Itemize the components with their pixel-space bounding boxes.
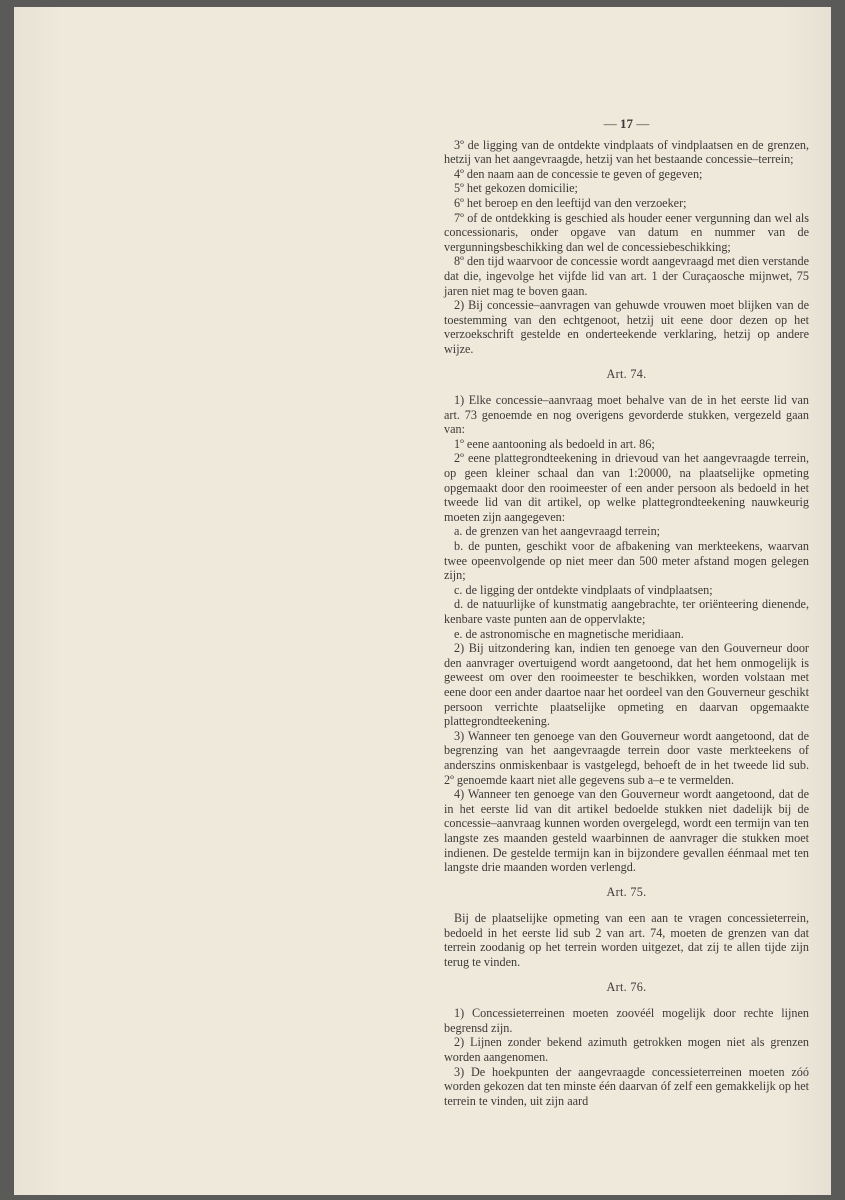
paragraph: 2) Bij uitzondering kan, indien ten genoege van den Gouverneur door den aanvrager overtuigend wordt aangetoond, dat het hem onmogelijk is geweest om over den rooimeester te beschikken, worden volstaan met eene door een ander daartoe naar het oordeel van den Gouverneur geschikt persoon verrichte plaatselijke opmeting en daarvan opgemaakte plattegrondteekening.: [444, 641, 809, 729]
paragraph: 2) Bij concessie–aanvragen van gehuwde vrouwen moet blijken van de toestemming van den echtgenoot, hetzij uit eene door dezen op het verzoekschrift gestelde en onderteekende verklaring, hetzij op andere wijze.: [444, 298, 809, 356]
paragraph: a. de grenzen van het aangevraagd terrein;: [454, 524, 661, 539]
article-heading-75: Art. 75.: [606, 884, 647, 899]
paragraph: 1º eene aantooning als bedoeld in art. 86;: [454, 436, 655, 451]
paragraph: Bij de plaatselijke opmeting van een aan te vragen concessieterrein, bedoeld in het eerste lid sub 2 van art. 74, moeten de grenzen van dat terrein zoodanig op het terrein worden uitgezet, dat zij te allen tijde zijn terug te vinden.: [444, 911, 809, 970]
paragraph: 3) De hoekpunten der aangevraagde concessieterreinen moeten zóó worden gekozen dat ten minste één daarvan óf zelf een gemakkelijk op het terrein te vinden, uit zijn aard: [444, 1064, 809, 1108]
paragraph: 3º de ligging van de ontdekte vindplaats of vindplaatsen en de grenzen, hetzij van het aangevraagde, hetzij van het bestaande concessie–terrein;: [444, 137, 809, 167]
paragraph: 4º den naam aan de concessie te geven of gegeven;: [454, 166, 703, 181]
paragraph: 8º den tijd waarvoor de concessie wordt aangevraagd met dien verstande dat die, ingevolge het vijfde lid van art. 1 der Curaçaosche mijnwet, 75 jaren niet mag te boven gaan.: [444, 254, 809, 298]
paragraph: 1) Concessieterreinen moeten zoovéél mogelijk door rechte lijnen begrensd zijn.: [444, 1006, 809, 1035]
paragraph: 6º het beroep en den leeftijd van den verzoeker;: [454, 195, 687, 210]
article-76-body: [444, 1006, 809, 1108]
paragraph: b. de punten, geschikt voor de afbakening van merkteekens, waarvan twee opeenvolgende op niet meer dan 500 meter afstand mogen gelegen zijn;: [444, 539, 809, 583]
paragraph: 1) Elke concessie–aanvraag moet behalve van de in het eerste lid van art. 73 genoemde en nog overigens gevorderde stukken, vergezeld gaan van:: [444, 393, 809, 437]
paragraph: d. de natuurlijke of kunstmatig aangebrachte, ter oriënteering dienende, kenbare vaste punten aan de oppervlakte;: [444, 597, 809, 626]
paragraph: 2º eene plattegrondteekening in drievoud van het aangevraagde terrein, op geen kleiner schaal dan van 1:20000, na plaatselijke opmeting opgemaakt door den rooimeester of een ander persoon als bedoeld in het tweede lid van dit artikel, op welke plattegrondteekening nauwkeurig moeten zijn aangegeven:: [444, 451, 809, 524]
article-75-body: [444, 911, 809, 969]
text-column: [444, 117, 809, 1108]
document-page: [14, 7, 831, 1195]
article-heading-76: Art. 76.: [606, 979, 647, 994]
paragraph: 4) Wanneer ten genoege van den Gouverneur wordt aangetoond, dat de in het eerste lid van dit artikel bedoelde stukken niet dadelijk bij de concessie–aanvraag kunnen worden overgelegd, wordt een termijn van ten langste zes maanden gesteld waarbinnen de aanvrager die stukken moet indienen. De gestelde termijn kan in bijzondere gevallen éénmaal met ten langste drie maanden worden verlengd.: [444, 787, 809, 875]
article-heading-74: Art. 74.: [606, 366, 647, 381]
paragraph: 2) Lijnen zonder bekend azimuth getrokken mogen niet als grenzen worden aangenomen.: [444, 1035, 809, 1065]
article-74-body: [444, 393, 809, 875]
paragraph: 7º of de ontdekking is geschied als houder eener vergunning dan wel als concessionaris, onder opgave van datum en nummer van de vergunningsbeschikking dan wel de concessiebeschikking;: [444, 210, 809, 254]
page-number: — 17 —: [603, 116, 650, 131]
paragraph: e. de astronomische en magnetische meridiaan.: [454, 626, 684, 641]
paragraph: 5º het gekozen domicilie;: [454, 181, 578, 196]
paragraph: 3) Wanneer ten genoege van den Gouverneur wordt aangetoond, dat de begrenzing van het aangevraagde terrein door vaste merkteekens of anderszins onmiskenbaar is vastgelegd, behoeft de in het tweede lid sub. 2º genoemde kaart niet alle gegevens sub a–e te vermelden.: [444, 728, 809, 787]
paragraph: c. de ligging der ontdekte vindplaats of vindplaatsen;: [454, 582, 713, 597]
top-section: [444, 138, 809, 357]
